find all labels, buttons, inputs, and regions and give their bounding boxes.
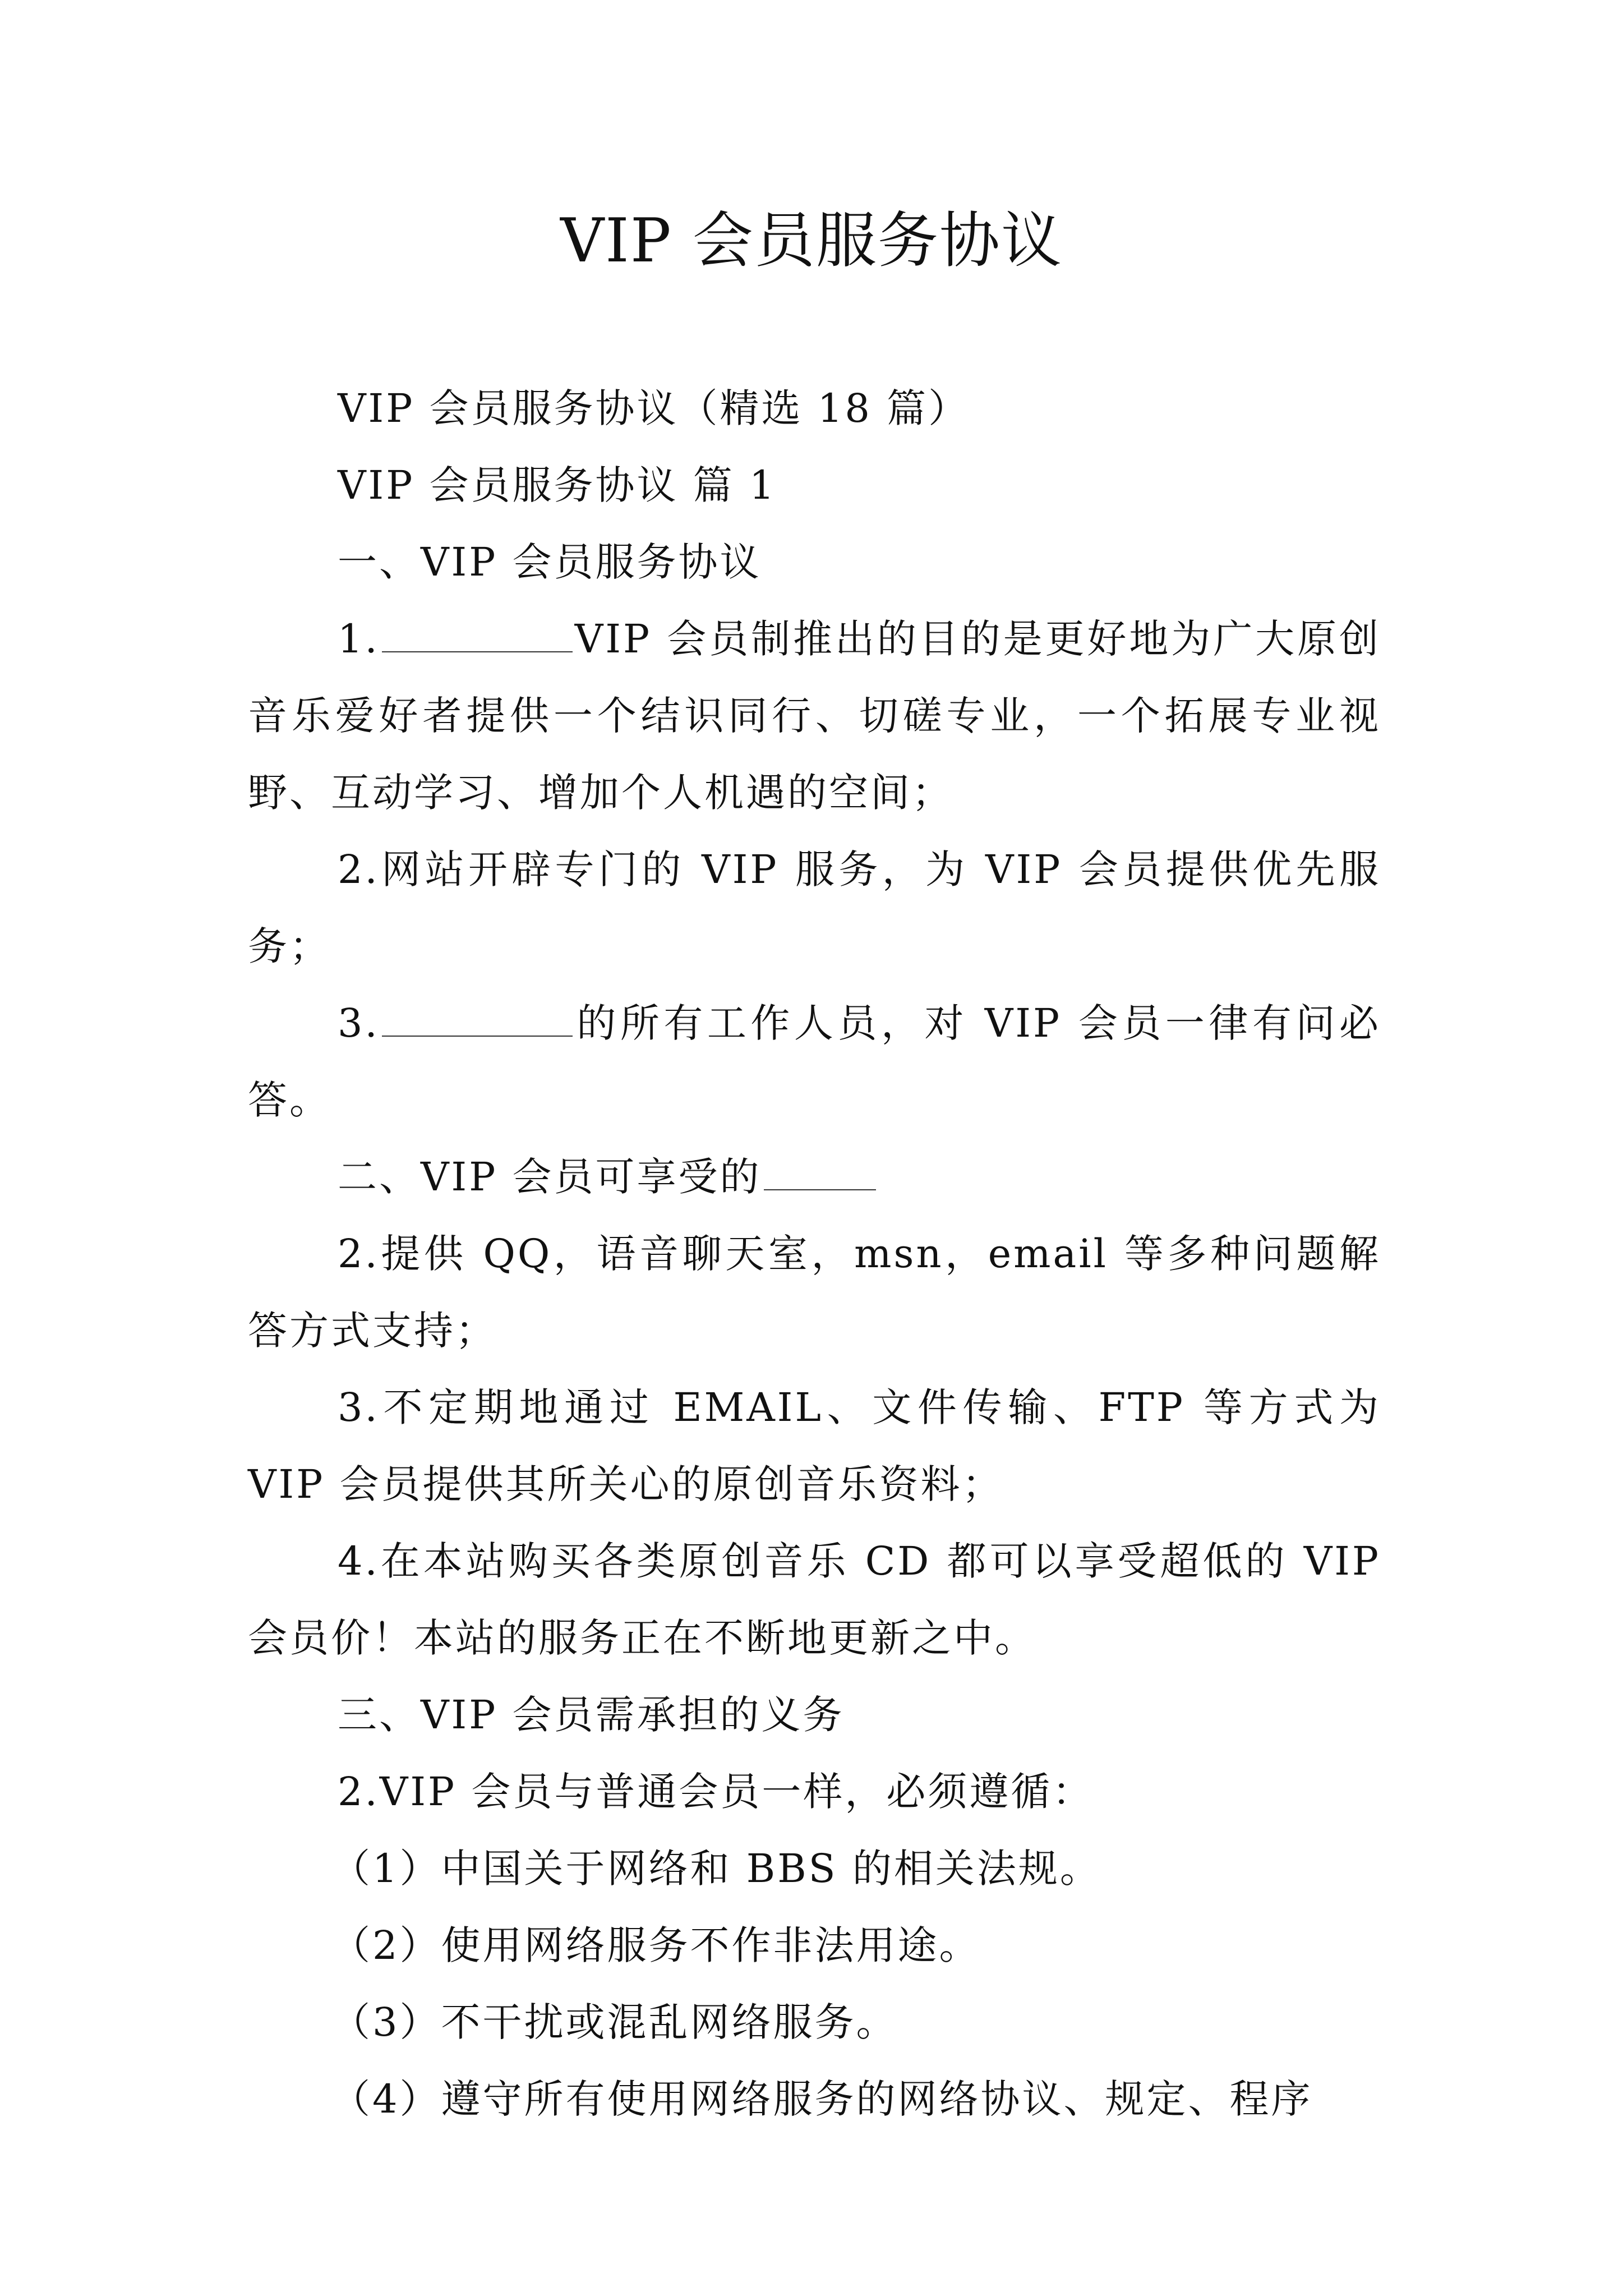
paragraph: 2.VIP 会员与普通会员一样，必须遵循： [338, 1769, 1094, 1815]
paragraph-prefix: 3. [338, 1000, 380, 1046]
paragraph-text: VIP 会员制推出的目的是更好地为广大原创音乐爱好者提供一个结识同行、切磋专业，一个拓展专业视野、互动学习、增加个人机遇的空间； [248, 616, 1381, 816]
fill-in-blank [382, 618, 573, 652]
paragraph: 2.网站开辟专门的 VIP 服务，为 VIP 会员提供优先服务； [248, 846, 1381, 969]
paragraph [248, 601, 1381, 831]
paragraph: 2.提供 QQ，语音聊天室，msn，email 等多种问题解答方式支持； [248, 1231, 1381, 1354]
section-heading: 三、VIP 会员需承担的义务 [338, 1692, 845, 1738]
section-heading: 一、VIP 会员服务协议 [338, 539, 762, 585]
document-body [248, 370, 1381, 2138]
subtitle: VIP 会员服务协议（精选 18 篇） [338, 385, 970, 431]
list-item: （4）遵守所有使用网络服务的网络协议、规定、程序 [331, 2076, 1313, 2122]
paragraph: 4.在本站购买各类原创音乐 CD 都可以享受超低的 VIP 会员价！本站的服务正在不断地更新之中。 [248, 1538, 1381, 1661]
heading-text: 二、VIP 会员可享受的 [338, 1154, 762, 1200]
fill-in-blank [764, 1156, 876, 1190]
list-item: （3）不干扰或混乱网络服务。 [331, 1999, 898, 2045]
paragraph: 3.不定期地通过 EMAIL、文件传输、FTP 等方式为 VIP 会员提供其所关心的原创音乐资料； [248, 1384, 1381, 1507]
paragraph [248, 985, 1381, 1139]
fill-in-blank [382, 1002, 573, 1037]
paragraph-text: 的所有工作人员，对 VIP 会员一律有问必答。 [248, 1000, 1381, 1123]
section-label: VIP 会员服务协议 篇 1 [338, 462, 777, 508]
page-title: VIP 会员服务协议 [560, 206, 1063, 276]
list-item: （1）中国关于网络和 BBS 的相关法规。 [331, 1846, 1101, 1892]
section-heading [248, 1139, 1381, 1216]
list-item: （2）使用网络服务不作非法用途。 [331, 1922, 981, 1968]
paragraph-prefix: 1. [338, 616, 380, 662]
